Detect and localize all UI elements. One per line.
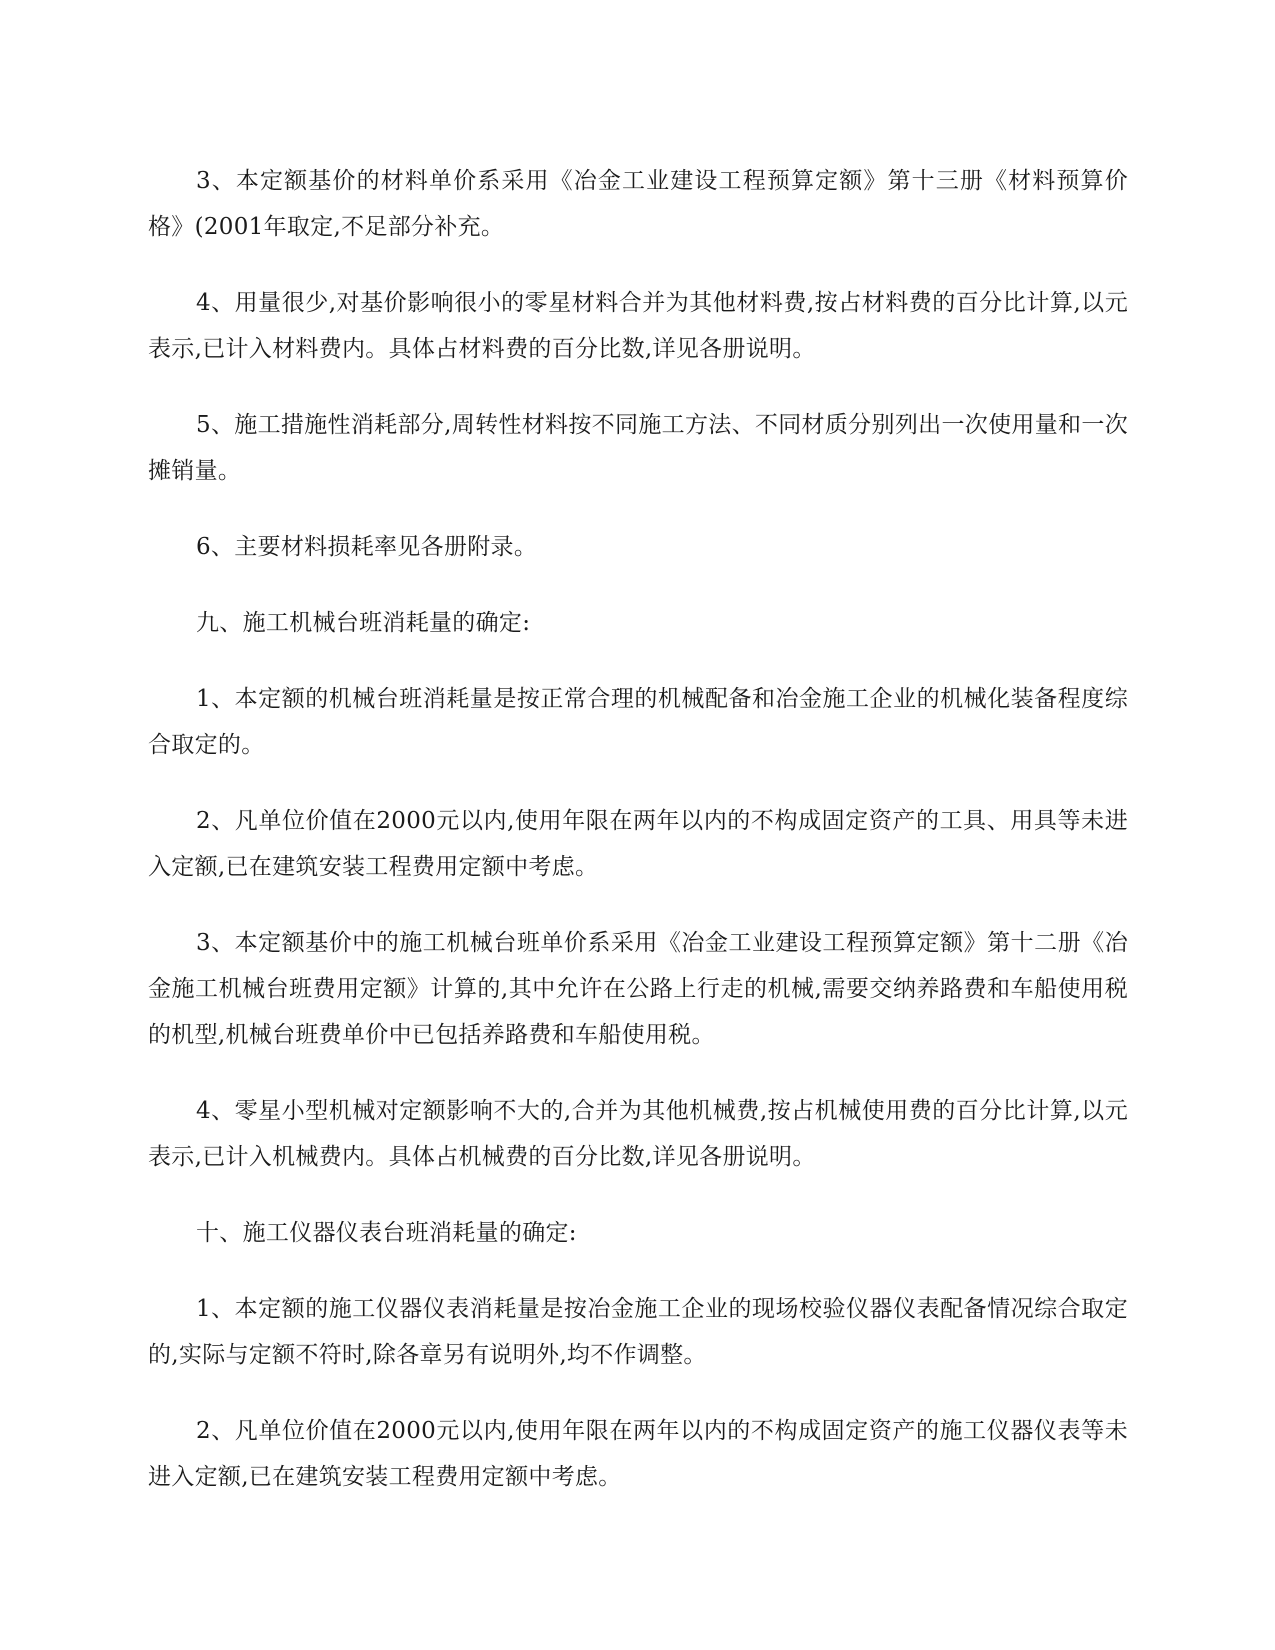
paragraph-material-price-source: 3、本定额基价的材料单价系采用《冶金工业建设工程预算定额》第十三册《材料预算价格》(2001年取定,不足部分补充。 [148,168,1128,240]
paragraph-instrument-exclusion: 2、凡单位价值在2000元以内,使用年限在两年以内的不构成固定资产的施工仪器仪表等未进入定额,已在建筑安装工程费用定额中考虑。 [148,1418,1128,1490]
paragraph-turnover-materials: 5、施工措施性消耗部分,周转性材料按不同施工方法、不同材质分别列出一次使用量和一次摊销量。 [148,412,1128,484]
paragraph-machinery-unit-price: 3、本定额基价中的施工机械台班单价系采用《冶金工业建设工程预算定额》第十二册《冶金施工机械台班费用定额》计算的,其中允许在公路上行走的机械,需要交纳养路费和车船使用税的机型,机械台班费单价中已包括养路费和车船使用税。 [148,930,1128,1048]
paragraph-tools-exclusion: 2、凡单位价值在2000元以内,使用年限在两年以内的不构成固定资产的工具、用具等未进入定额,已在建筑安装工程费用定额中考虑。 [148,808,1128,880]
paragraph-loss-rate: 6、主要材料损耗率见各册附录。 [196,534,538,560]
paragraph-machinery-consumption: 1、本定额的机械台班消耗量是按正常合理的机械配备和冶金施工企业的机械化装备程度综合取定的。 [148,686,1128,758]
section-heading-machinery: 九、施工机械台班消耗量的确定: [196,610,531,636]
section-heading-instruments: 十、施工仪器仪表台班消耗量的确定: [196,1220,577,1246]
paragraph-instrument-consumption: 1、本定额的施工仪器仪表消耗量是按冶金施工企业的现场校验仪器仪表配备情况综合取定的,实际与定额不符时,除各章另有说明外,均不作调整。 [148,1296,1128,1368]
paragraph-minor-machinery: 4、零星小型机械对定额影响不大的,合并为其他机械费,按占机械使用费的百分比计算,以元表示,已计入机械费内。具体占机械费的百分比数,详见各册说明。 [148,1098,1128,1170]
paragraph-minor-materials: 4、用量很少,对基价影响很小的零星材料合并为其他材料费,按占材料费的百分比计算,以元表示,已计入材料费内。具体占材料费的百分比数,详见各册说明。 [148,290,1128,362]
document-body [148,158,1128,1530]
